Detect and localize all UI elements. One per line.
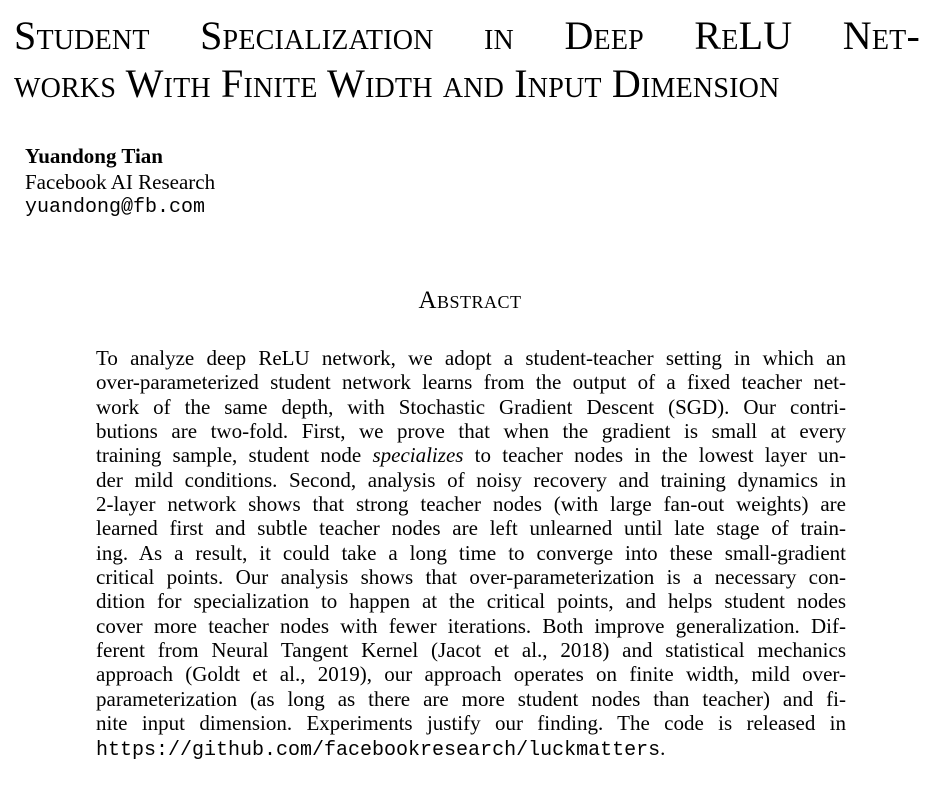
paper-title	[14, 12, 920, 108]
abstract-line: ferent from Neural Tangent Kernel (Jacot et al., 2018) and statistical mechanics	[96, 638, 846, 663]
abstract-line: approach (Goldt et al., 2019), our approach operates on finite width, mild over-	[96, 662, 846, 687]
abstract-text: training sample, student node	[96, 443, 373, 468]
title-line-2: works With Finite Width and Input Dimension	[14, 61, 780, 106]
author-affiliation: Facebook AI Research	[25, 170, 216, 194]
abstract-text: to teacher nodes in the lowest layer un-	[463, 443, 846, 468]
abstract-line: cover more teacher nodes with fewer iterations. Both improve generalization. Dif-	[96, 613, 846, 638]
abstract-line: critical points. Our analysis shows that over-parameterization is a necessary con-	[96, 565, 846, 590]
author-block	[25, 143, 215, 221]
abstract-line: over-parameterized student network learns from the output of a fixed teacher net-	[96, 370, 846, 395]
abstract-line	[96, 736, 846, 760]
abstract-line: nite input dimension. Experiments justify our finding. The code is released in	[96, 711, 846, 736]
author-name: Yuandong Tian	[25, 144, 163, 168]
abstract-line: der mild conditions. Second, analysis of noisy recovery and training dynamics in	[96, 467, 846, 492]
abstract-emphasis: specializes	[372, 443, 464, 468]
abstract-line: To analyze deep ReLU network, we adopt a student-teacher setting in which an	[96, 346, 846, 370]
abstract-line: work of the same depth, with Stochastic Gradient Descent (SGD). Our contri-	[96, 394, 846, 419]
title-line-1: Student Specialization in Deep ReLU Net-	[14, 13, 920, 58]
abstract-line: ing. As a result, it could take a long time to converge into these small-gradient	[96, 540, 846, 565]
author-email: yuandong@fb.com	[25, 196, 206, 219]
abstract-line: parameterization (as long as there are more student nodes than teacher) and fi-	[96, 686, 846, 711]
abstract-line: butions are two-fold. First, we prove that when the gradient is small at every	[96, 419, 846, 444]
abstract-line: learned first and subtle teacher nodes are left unlearned until late stage of train-	[96, 516, 846, 541]
code-link[interactable]: https://github.com/facebookresearch/luckmatters	[96, 738, 661, 762]
abstract-text: .	[660, 735, 666, 760]
abstract-line: 2-layer network shows that strong teacher nodes (with large fan-out weights) are	[96, 492, 846, 517]
abstract-line	[96, 443, 846, 467]
abstract-body	[96, 346, 846, 760]
abstract-heading: Abstract	[418, 287, 522, 314]
abstract-line: dition for specialization to happen at the critical points, and helps student nodes	[96, 589, 846, 614]
